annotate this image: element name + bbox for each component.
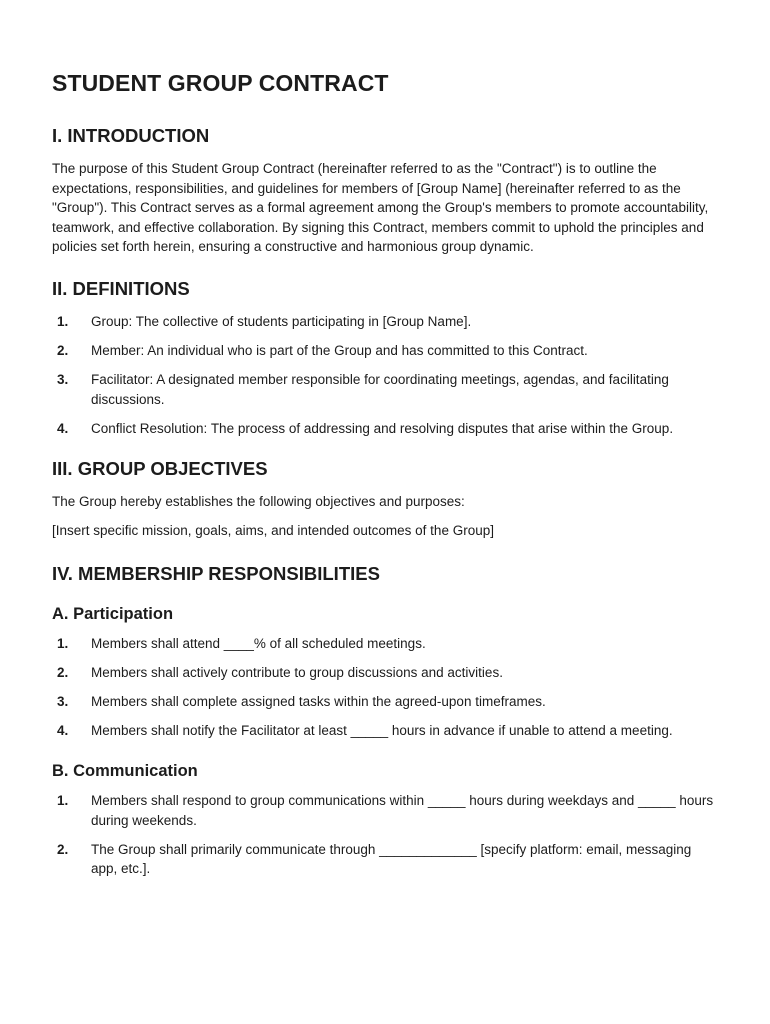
list-number: 2. (57, 664, 69, 680)
list-number: 3. (57, 693, 69, 709)
list-number: 2. (57, 343, 69, 359)
list-item (52, 840, 714, 879)
list-text: Members shall actively contribute to group discussions and activities. (91, 664, 503, 680)
list-item (52, 634, 714, 654)
subsection-heading-communication: B. Communication (52, 762, 198, 780)
communication-list (52, 791, 714, 879)
objectives-placeholder-paragraph: [Insert specific mission, goals, aims, and intended outcomes of the Group] (52, 523, 494, 539)
list-text: The Group shall primarily communicate through _____________ [specify platform: email, messaging app, etc.]. (91, 841, 692, 877)
section-introduction (52, 125, 714, 257)
list-text: Members shall respond to group communications within _____ hours during weekdays and _____ hours during weekends. (91, 793, 714, 828)
list-number: 1. (57, 635, 69, 651)
list-number: 1. (57, 313, 69, 329)
list-text: Group: The collective of students participating in [Group Name]. (91, 313, 472, 329)
list-text: Conflict Resolution: The process of addressing and resolving disputes that arise within the Group. (91, 420, 674, 436)
list-item (52, 341, 714, 361)
objectives-intro-paragraph: The Group hereby establishes the following objectives and purposes: (52, 493, 465, 509)
section-heading-objectives: III. GROUP OBJECTIVES (52, 457, 268, 479)
list-number: 3. (57, 372, 69, 388)
list-text: Member: An individual who is part of the Group and has committed to this Contract. (91, 343, 588, 359)
list-item (52, 663, 714, 683)
subsection-heading-participation: A. Participation (52, 604, 174, 623)
list-item (52, 721, 714, 741)
section-heading-introduction: I. INTRODUCTION (52, 125, 210, 146)
list-item (52, 370, 714, 409)
list-number: 2. (57, 841, 69, 857)
section-definitions (52, 278, 714, 458)
list-item (52, 791, 714, 830)
introduction-paragraph: The purpose of this Student Group Contract (hereinafter referred to as the "Contract") is to outline the expectations, responsibilities, and guidelines for members of [Group Name] (hereinafter referred to as the "Group"). This Contract serves as a formal agreement among the Group's members to promote accountability, teamwork, and effective collaboration. By signing this Contract, members commit to uphold the principles and policies set forth herein, ensuring a constructive and harmonious group dynamic. (52, 161, 709, 255)
section-heading-membership: IV. MEMBERSHIP RESPONSIBILITIES (52, 562, 380, 584)
list-number: 1. (57, 793, 69, 808)
section-objectives (52, 458, 714, 541)
definitions-list (52, 312, 714, 438)
list-item (52, 419, 714, 439)
list-text: Members shall complete assigned tasks within the agreed-upon timeframes. (91, 693, 546, 709)
list-number: 4. (57, 722, 69, 738)
list-item (52, 692, 714, 712)
list-text: Facilitator: A designated member responsible for coordinating meetings, agendas, and facilitating discussions. (91, 372, 669, 407)
document-title: STUDENT GROUP CONTRACT (52, 70, 389, 96)
section-membership (52, 563, 714, 879)
participation-list (52, 634, 714, 741)
list-text: Members shall notify the Facilitator at least _____ hours in advance if unable to attend a meeting. (91, 722, 673, 738)
list-text: Members shall attend ____% of all scheduled meetings. (91, 635, 426, 651)
list-item (52, 312, 714, 332)
section-heading-definitions: II. DEFINITIONS (52, 277, 190, 299)
list-number: 4. (57, 420, 69, 436)
